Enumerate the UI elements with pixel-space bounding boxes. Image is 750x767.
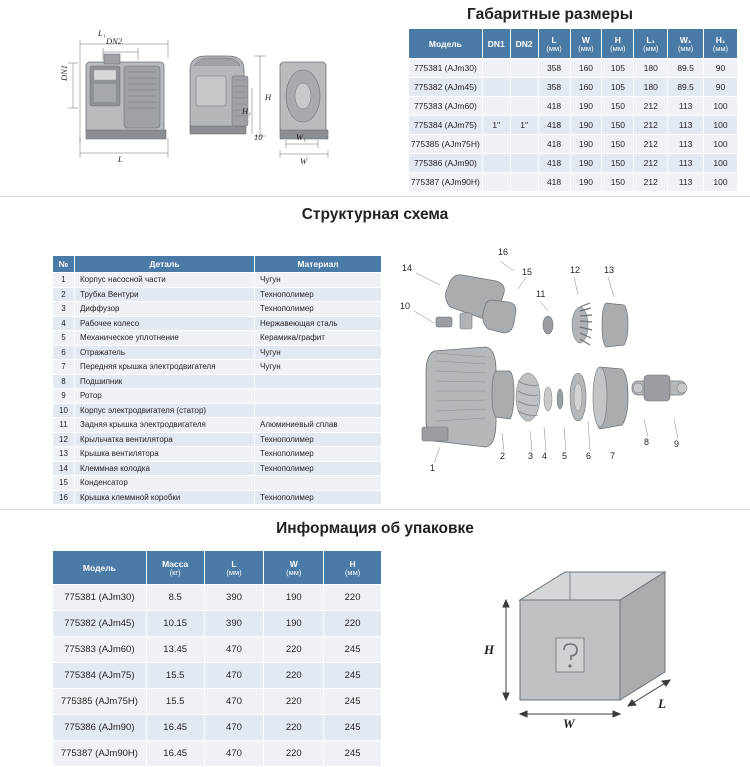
dim-label-L: L [118,154,123,164]
packing-cell: 470 [204,689,264,715]
packing-cell: 470 [204,663,264,689]
exploded-label-3: 3 [528,451,534,461]
dimensions-cell: 150 [602,135,634,154]
dimensions-cell: 89.5 [668,59,704,78]
dim-label-W1: W₁ [296,132,307,142]
exploded-view-drawing [392,241,702,499]
packing-cell: 245 [324,689,382,715]
packing-cell: 8.5 [146,585,204,611]
exploded-label-2: 2 [500,451,506,461]
parts-cell: Отражатель [75,345,255,360]
exploded-label-8: 8 [644,437,650,447]
pack-col-model: Модель [53,551,147,585]
dimensions-cell: 775381 (AJm30) [409,59,483,78]
dim-label-W: W [300,156,308,166]
packing-cell: 16.45 [146,741,204,767]
exploded-label-4: 4 [542,451,548,461]
parts-cell: Крыльчатка вентилятора [75,432,255,447]
dimensions-cell [510,135,538,154]
table-row [53,273,382,288]
table-row [53,418,382,433]
pack-col-l: L (мм) [204,551,264,585]
packing-cell: 245 [324,663,382,689]
packing-cell: 470 [204,715,264,741]
dimensions-cell [510,59,538,78]
dim-col-model: Модель [409,29,483,59]
exploded-label-11: 11 [536,289,546,299]
dim-label-10: 10 [254,132,263,142]
dimensions-cell: 100 [704,173,738,192]
packing-cell: 190 [264,585,324,611]
table-row [53,741,382,767]
dimensions-cell: 113 [668,173,704,192]
parts-cell: Конденсатор [75,476,255,491]
box-label-L: L [658,696,666,711]
parts-cell: 11 [53,418,75,433]
packing-cell: 15.5 [146,663,204,689]
exploded-label-6: 6 [586,451,592,461]
box-label-W: W [563,716,575,731]
section-packing [0,510,750,759]
table-row [53,374,382,389]
parts-cell: Нержавеющая сталь [255,316,382,331]
packing-cell: 245 [324,637,382,663]
dimensions-cell: 160 [570,78,602,97]
parts-col-material: Материал [255,256,382,273]
dimensions-cell: 113 [668,116,704,135]
parts-cell: 7 [53,360,75,375]
dimensions-cell: 180 [634,78,668,97]
parts-cell: Технополимер [255,302,382,317]
exploded-label-9: 9 [674,439,680,449]
dimensions-cell: 775382 (AJm45) [409,78,483,97]
parts-table-body [53,273,382,505]
packing-cell: 220 [264,637,324,663]
table-row [53,585,382,611]
dimensions-cell: 212 [634,116,668,135]
dimensions-cell [510,173,538,192]
packing-cell: 245 [324,715,382,741]
packing-cell: 15.5 [146,689,204,715]
packing-cell: 220 [264,715,324,741]
parts-cell: Крышка вентилятора [75,447,255,462]
dimensions-cell: 418 [538,116,570,135]
parts-cell: Крышка клеммной коробки [75,490,255,505]
dimensions-cell: 775387 (AJm90H) [409,173,483,192]
dimensions-cell: 113 [668,135,704,154]
table-row [409,135,738,154]
box-label-H: H [484,642,495,657]
dimensions-cell: 150 [602,173,634,192]
dimensions-cell: 418 [538,154,570,173]
dimension-drawing-svg [18,18,338,183]
table-row [53,389,382,404]
parts-cell: Трубка Вентури [75,287,255,302]
page-title-packing: Информация об упаковке [276,520,474,537]
parts-cell: 8 [53,374,75,389]
parts-cell: Чугун [255,360,382,375]
parts-col-num: № [53,256,75,273]
packing-cell: 470 [204,637,264,663]
packing-cell: 220 [324,611,382,637]
pack-col-w: W (мм) [264,551,324,585]
exploded-label-15: 15 [522,267,533,277]
table-row [53,331,382,346]
dimension-drawing [18,18,338,183]
parts-col-part: Деталь [75,256,255,273]
dimensions-cell: 1" [510,116,538,135]
packing-cell: 245 [324,741,382,767]
dim-col-h: H (мм) [602,29,634,59]
table-row [409,116,738,135]
dimensions-cell: 150 [602,116,634,135]
table-row [53,403,382,418]
dim-label-L1: L₁ [98,28,106,38]
dimensions-cell: 190 [570,154,602,173]
parts-cell: Корпус насосной части [75,273,255,288]
parts-cell: Клеммная колодка [75,461,255,476]
packing-cell: 16.45 [146,715,204,741]
dimensions-cell: 775383 (AJm60) [409,97,483,116]
parts-cell [255,403,382,418]
parts-cell: Алюминиевый сплав [255,418,382,433]
packing-cell: 10.15 [146,611,204,637]
dimensions-cell: 212 [634,154,668,173]
table-header-row [409,29,738,59]
dimensions-cell: 100 [704,97,738,116]
packing-cell: 220 [264,663,324,689]
dimensions-cell: 212 [634,173,668,192]
dim-col-dn2: DN2 [510,29,538,59]
exploded-label-5: 5 [562,451,568,461]
parts-cell: Технополимер [255,287,382,302]
table-row [409,173,738,192]
packing-cell: 470 [204,741,264,767]
package-box-svg [470,560,720,740]
parts-table [52,255,382,505]
dimensions-cell [482,173,510,192]
table-row [53,476,382,491]
dimensions-cell: 90 [704,78,738,97]
table-row [53,360,382,375]
exploded-label-10: 10 [400,301,411,311]
parts-cell: 3 [53,302,75,317]
parts-cell: Механическое уплотнение [75,331,255,346]
table-row [53,689,382,715]
pack-col-mass: Масса (кг) [146,551,204,585]
dimensions-cell: 100 [704,154,738,173]
page-title-structure: Структурная схема [301,206,449,223]
dimensions-cell: 160 [570,59,602,78]
dimensions-cell: 418 [538,97,570,116]
packing-cell: 220 [264,741,324,767]
packing-table-body [53,585,382,767]
parts-cell: 4 [53,316,75,331]
parts-cell: Технополимер [255,490,382,505]
dimensions-cell: 190 [570,97,602,116]
table-row [53,461,382,476]
dimensions-cell: 113 [668,97,704,116]
section-dimensions [0,0,750,196]
parts-cell [255,389,382,404]
exploded-label-7: 7 [610,451,616,461]
dimensions-cell: 105 [602,59,634,78]
dimensions-cell: 1" [482,116,510,135]
dimensions-cell: 105 [602,78,634,97]
exploded-label-14: 14 [402,263,413,273]
dimensions-cell: 212 [634,97,668,116]
table-row [53,637,382,663]
dimensions-cell: 113 [668,154,704,173]
parts-cell [255,476,382,491]
table-row [53,447,382,462]
table-row [53,345,382,360]
packing-cell: 775383 (AJm60) [53,637,147,663]
table-row [53,490,382,505]
packing-cell: 775382 (AJm45) [53,611,147,637]
parts-cell: 5 [53,331,75,346]
table-header-row [53,256,382,273]
table-row [409,97,738,116]
packing-table [52,550,382,767]
dim-col-dn1: DN1 [482,29,510,59]
parts-cell: Технополимер [255,461,382,476]
dimensions-cell: 89.5 [668,78,704,97]
table-row [409,59,738,78]
packing-cell: 775385 (AJm75H) [53,689,147,715]
parts-cell: Чугун [255,273,382,288]
parts-cell: 1 [53,273,75,288]
table-row [53,663,382,689]
dimensions-cell [510,78,538,97]
dimensions-cell [482,78,510,97]
exploded-label-13: 13 [604,265,615,275]
exploded-label-12: 12 [570,265,581,275]
parts-cell: 9 [53,389,75,404]
dimensions-cell: 418 [538,173,570,192]
dimensions-cell: 775385 (AJm75H) [409,135,483,154]
packing-cell: 190 [264,611,324,637]
dim-col-w: W (мм) [570,29,602,59]
dim-col-l1: L₁ (мм) [634,29,668,59]
parts-cell: 2 [53,287,75,302]
dim-label-DN1: DN1 [59,64,70,82]
dimensions-cell: 190 [570,135,602,154]
dimensions-table-body [409,59,738,192]
parts-cell: 12 [53,432,75,447]
table-row [53,316,382,331]
table-row [409,78,738,97]
parts-cell: Рабочее колесо [75,316,255,331]
dimensions-cell: 190 [570,116,602,135]
packing-cell: 390 [204,585,264,611]
parts-cell: Керамика/графит [255,331,382,346]
dim-label-DN2: DN2 [106,36,123,46]
exploded-label-16: 16 [498,247,509,257]
table-row [53,611,382,637]
packing-cell: 390 [204,611,264,637]
dimensions-cell: 90 [704,59,738,78]
dim-col-w1: W₁ (мм) [668,29,704,59]
table-row [409,154,738,173]
dim-col-h1: H₁ (мм) [704,29,738,59]
parts-cell: 15 [53,476,75,491]
parts-cell: 14 [53,461,75,476]
dimensions-cell: 212 [634,135,668,154]
dim-col-l: L (мм) [538,29,570,59]
parts-cell: Чугун [255,345,382,360]
dimensions-cell: 418 [538,135,570,154]
parts-cell: Диффузор [75,302,255,317]
parts-cell: Передняя крышка электродвигателя [75,360,255,375]
dimensions-cell: 358 [538,59,570,78]
table-row [53,432,382,447]
dimensions-cell: 358 [538,78,570,97]
dimensions-cell: 180 [634,59,668,78]
parts-cell: Технополимер [255,432,382,447]
parts-cell: Технополимер [255,447,382,462]
exploded-label-1: 1 [430,463,436,473]
table-row [53,287,382,302]
dimensions-cell [482,97,510,116]
parts-cell: Подшипник [75,374,255,389]
packing-cell: 775384 (AJm75) [53,663,147,689]
section-structure [0,197,750,509]
dimensions-cell: 150 [602,97,634,116]
parts-cell [255,374,382,389]
table-row [53,715,382,741]
parts-cell: Корпус электродвигателя (статор) [75,403,255,418]
dimensions-cell: 190 [570,173,602,192]
parts-cell: 16 [53,490,75,505]
dim-label-H1: H₁ [242,106,252,116]
dimensions-cell [482,59,510,78]
parts-cell: Задняя крышка электродвигателя [75,418,255,433]
dimensions-cell [482,135,510,154]
dimensions-cell: 150 [602,154,634,173]
dimensions-cell: 100 [704,116,738,135]
dim-label-H: H [265,92,272,102]
dimensions-cell [510,154,538,173]
parts-cell: 13 [53,447,75,462]
packing-cell: 775381 (AJm30) [53,585,147,611]
dimensions-cell: 775386 (AJm90) [409,154,483,173]
package-box-drawing [470,560,720,740]
packing-cell: 775387 (AJm90H) [53,741,147,767]
parts-cell: 10 [53,403,75,418]
dimensions-cell: 775384 (AJm75) [409,116,483,135]
page-title-dimensions: Габаритные размеры [467,6,633,23]
dimensions-table [408,28,738,192]
dimensions-cell [510,97,538,116]
packing-cell: 220 [324,585,382,611]
table-row [53,302,382,317]
packing-cell: 13.45 [146,637,204,663]
packing-cell: 220 [264,689,324,715]
packing-cell: 775386 (AJm90) [53,715,147,741]
parts-cell: Ротор [75,389,255,404]
parts-cell: 6 [53,345,75,360]
table-header-row [53,551,382,585]
dimensions-cell [482,154,510,173]
dimensions-cell: 100 [704,135,738,154]
pack-col-h: H (мм) [324,551,382,585]
